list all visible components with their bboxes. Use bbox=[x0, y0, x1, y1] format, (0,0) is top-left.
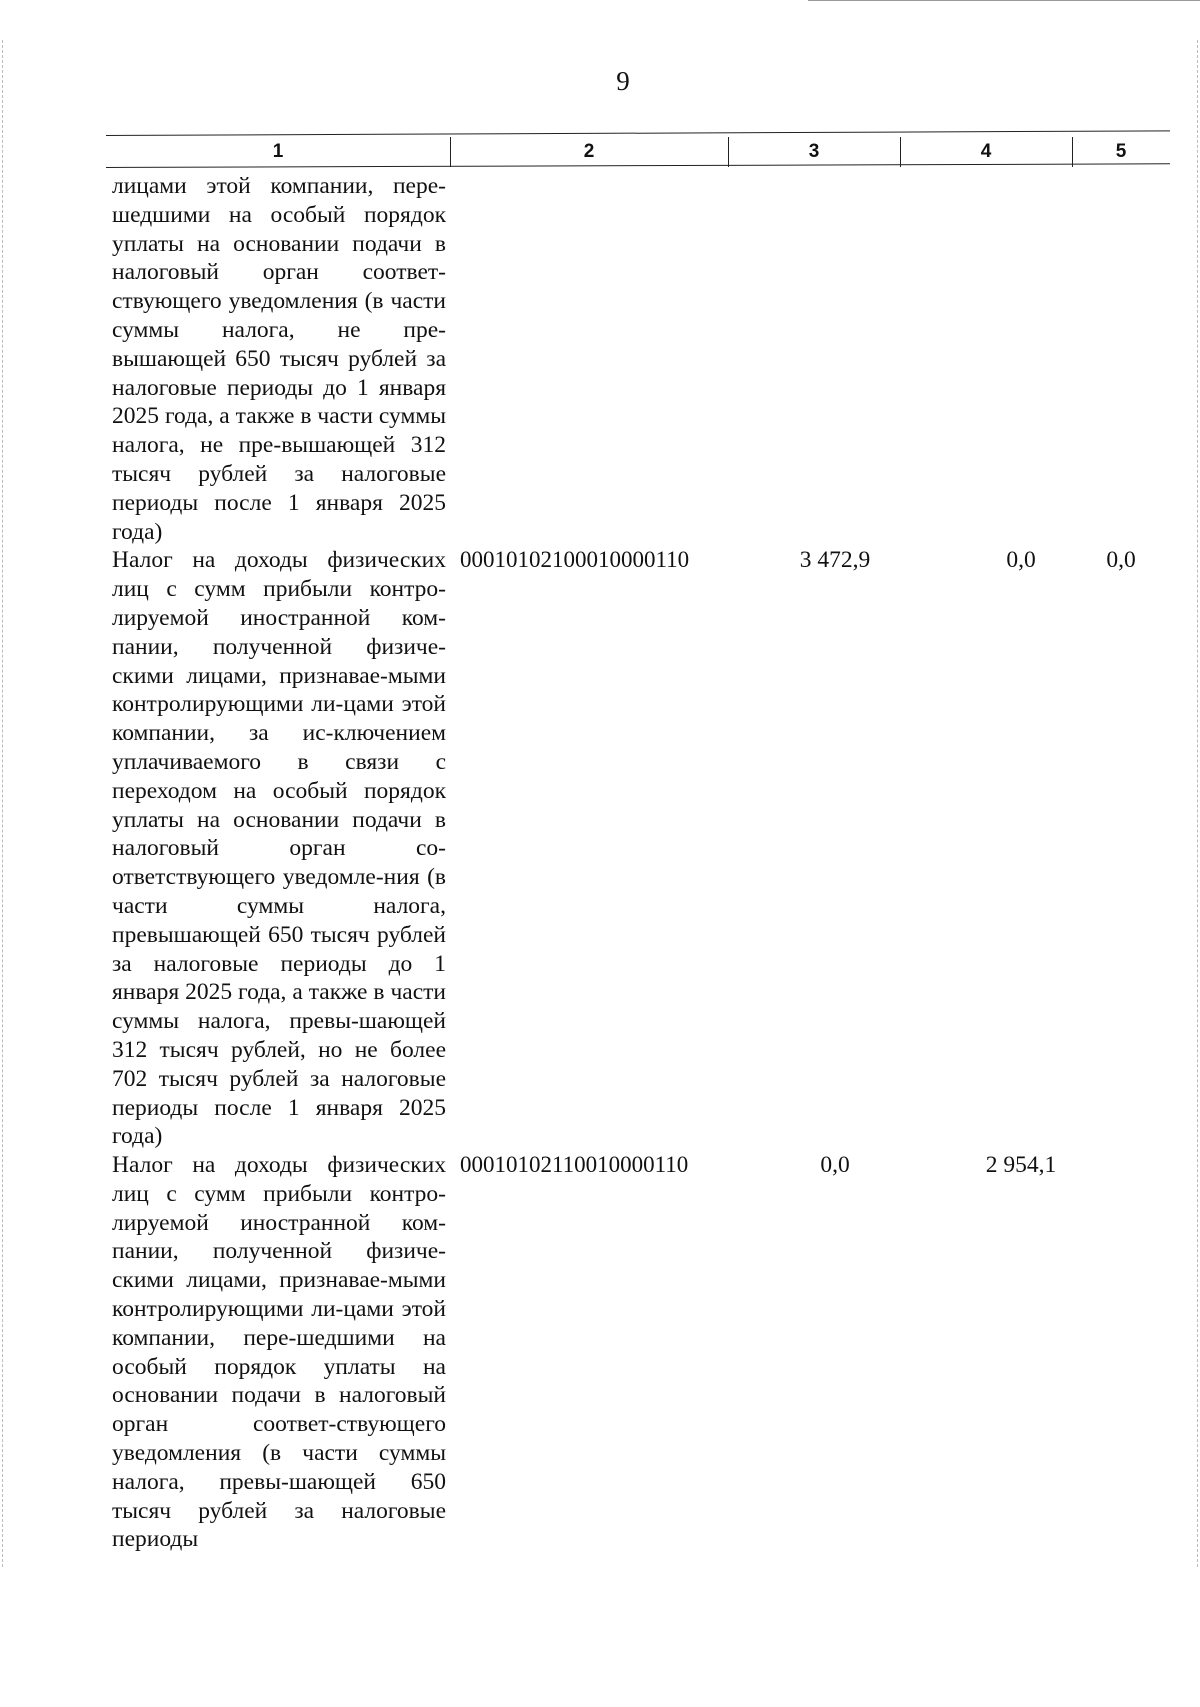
scan-edge-left bbox=[2, 40, 3, 1567]
header-col-2: 2 bbox=[450, 137, 729, 167]
table-header-row bbox=[106, 137, 1170, 167]
table-row bbox=[106, 172, 1170, 546]
header-col-3: 3 bbox=[728, 137, 901, 167]
row-value-col-4: 2 954,1 bbox=[985, 1152, 1057, 1179]
row-description: Налог на доходы физических лиц с сумм прибыли контро-лируемой иностранной ком-пании, полученной физиче-скими лицами, признавае-мыми контролирующими ли-цами этой компании, пере-шедшими на особый порядок уплаты на основании подачи в налоговый орган соответ-ствующего уведомления (в части суммы налога, превы-шающей 650 тысяч рублей за налоговые периоды bbox=[112, 1152, 446, 1553]
header-col-4: 4 bbox=[900, 137, 1073, 167]
row-description: лицами этой компании, пере-шедшими на особый порядок уплаты на основании подачи в налоговый орган соответ-ствующего уведомления (в части суммы налога, не пре-вышающей 650 тысяч рублей за налоговые периоды до 1 января 2025 года, а также в части суммы налога, не пре-вышающей 312 тысяч рублей за налоговые периоды после 1 января 2025 года) bbox=[112, 173, 446, 545]
table-body bbox=[106, 172, 1170, 1554]
header-col-1: 1 bbox=[106, 137, 451, 167]
row-value-col-5: 0,0 bbox=[1106, 547, 1136, 574]
scan-edge-line bbox=[808, 0, 1200, 1]
row-value-col-4: 0,0 bbox=[1006, 547, 1036, 574]
scan-edge-right bbox=[1197, 40, 1198, 1567]
row-code: 00010102110010000110 bbox=[460, 1152, 689, 1178]
page-number: 9 bbox=[616, 66, 630, 96]
row-code: 00010102100010000110 bbox=[460, 547, 690, 573]
header-col-5: 5 bbox=[1115, 141, 1127, 162]
row-value-col-3: 0,0 bbox=[820, 1152, 850, 1179]
table-row bbox=[106, 546, 1170, 1151]
table-top-rule bbox=[106, 130, 1170, 136]
table-row bbox=[106, 1151, 1170, 1554]
row-description: Налог на доходы физических лиц с сумм прибыли контро-лируемой иностранной ком-пании, полученной физиче-скими лицами, признавае-мыми контролирующими ли-цами этой компании, за ис-ключением уплачиваемого в связи с переходом на особый порядок уплаты на основании подачи в налоговый орган со-ответствующего уведомле-ния (в части суммы налога, превышающей 650 тысяч рублей за налоговые периоды до 1 января 2025 года, а также в части суммы налога, превы-шающей 312 тысяч рублей, но не более 702 тысяч рублей за налоговые периоды после 1 января 2025 года) bbox=[112, 547, 446, 1150]
row-value-col-3: 3 472,9 bbox=[799, 547, 871, 574]
